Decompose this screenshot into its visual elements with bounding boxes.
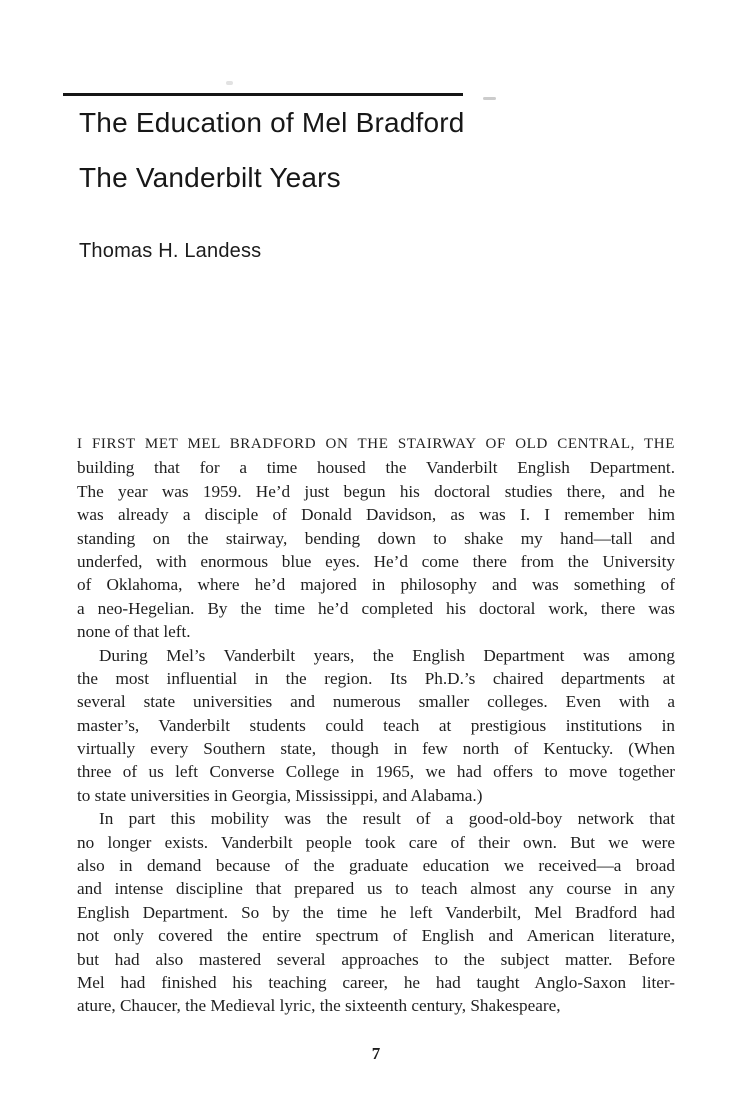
text-line: not only covered the entire spectrum of English and American literature, (77, 926, 675, 946)
text-line: but had also mastered several approaches to the subject matter. Before (77, 949, 675, 969)
text-line: three of us left Converse College in 1965, we had offers to move together (77, 762, 675, 782)
chapter-heading-block (79, 109, 679, 261)
text-line: virtually every Southern state, though in few north of Kentucky. (When (77, 739, 675, 759)
author-name: Thomas H. Landess (79, 240, 262, 262)
chapter-title: The Education of Mel Bradford (79, 107, 465, 138)
text-line: several state universities and numerous smaller colleges. Even with a (77, 692, 675, 712)
text-line: was already a disciple of Donald Davidson, as was I. I remember him (77, 505, 675, 525)
paragraph (77, 807, 675, 1018)
text-line: During Mel’s Vanderbilt years, the English Department was among (99, 645, 675, 665)
text-line: a neo-Hegelian. By the time he’d completed his doctoral work, there was (77, 598, 675, 618)
text-line: to state universities in Georgia, Mississippi, and Alabama.) (77, 785, 483, 805)
page-number: 7 (371, 1044, 381, 1063)
text-line: none of that left. (77, 622, 191, 642)
text-line: ature, Chaucer, the Medieval lyric, the sixteenth century, Shakespeare, (77, 996, 561, 1016)
text-line: The year was 1959. He’d just begun his doctoral studies there, and he (77, 481, 675, 501)
scan-smudge (483, 97, 496, 100)
text-line: I FIRST MET MEL BRADFORD ON THE STAIRWAY OF OLD CENTRAL, THE (77, 436, 675, 452)
paragraph (77, 433, 675, 644)
text-line: Mel had finished his teaching career, he had taught Anglo-Saxon liter- (77, 972, 675, 992)
text-line: In part this mobility was the result of a good-old-boy network that (99, 809, 675, 829)
chapter-subtitle: The Vanderbilt Years (79, 162, 341, 193)
text-line: underfed, with enormous blue eyes. He’d come there from the University (77, 551, 675, 571)
body-text (77, 433, 675, 1018)
text-line: building that for a time housed the Vanderbilt English Department. (77, 458, 675, 478)
text-line: of Oklahoma, where he’d majored in philosophy and was something of (77, 575, 675, 595)
paragraph (77, 644, 675, 808)
text-line: the most influential in the region. Its Ph.D.’s chaired departments at (77, 668, 675, 688)
text-line: no longer exists. Vanderbilt people took care of their own. But we were (77, 832, 675, 852)
text-line: standing on the stairway, bending down to shake my hand—tall and (77, 528, 675, 548)
text-line: also in demand because of the graduate education we received—a broad (77, 856, 675, 876)
scan-speck (226, 81, 233, 85)
text-line: and intense discipline that prepared us to teach almost any course in any (77, 879, 675, 899)
text-line: English Department. So by the time he left Vanderbilt, Mel Bradford had (77, 902, 675, 922)
chapter-title-rule (63, 93, 463, 96)
text-line: master’s, Vanderbilt students could teach at prestigious institutions in (77, 715, 675, 735)
